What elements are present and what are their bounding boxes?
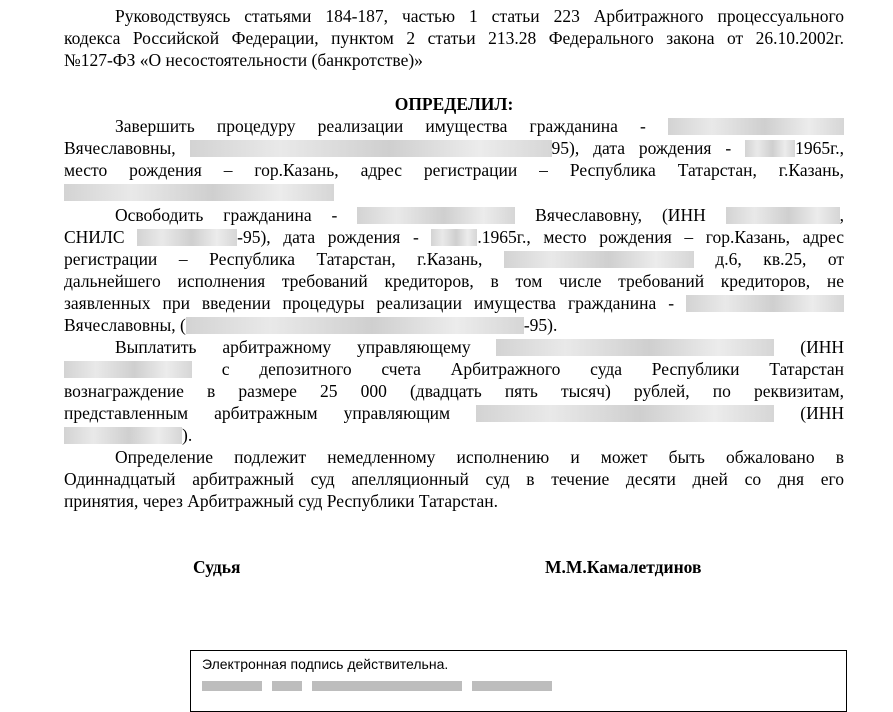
redacted-name bbox=[686, 295, 844, 312]
redacted-inn bbox=[726, 207, 840, 224]
redacted-name bbox=[357, 207, 515, 224]
p2-line-6: Вячеславовны, ( -95). bbox=[64, 315, 558, 335]
redacted-date bbox=[431, 229, 477, 246]
esign-details-cutoff bbox=[202, 678, 622, 692]
p1-line-4 bbox=[64, 181, 844, 203]
redacted-snils bbox=[137, 229, 237, 246]
esign-valid-text: Электронная подпись действительна. bbox=[202, 656, 449, 672]
cut-off-text-line bbox=[64, 0, 484, 4]
redacted-inn bbox=[64, 361, 192, 378]
p4-line-3: принятия, через Арбитражный суд Республики Татарстан. bbox=[64, 491, 498, 511]
electronic-signature-box bbox=[190, 650, 847, 712]
p2-line-2: СНИЛС -95), дата рождения - .1965г., место рождения – гор.Казань, адрес bbox=[64, 227, 845, 247]
p2-line-4: дальнейшего исполнения требований кредиторов, в том числе требований кредиторов, не bbox=[64, 271, 844, 291]
redacted-address bbox=[64, 184, 334, 201]
intro-line-3: №127-ФЗ «О несостоятельности (банкротстве)» bbox=[64, 50, 423, 70]
redacted-manager-name bbox=[496, 339, 774, 356]
p4-line-2: Одиннадцатый арбитражный суд апелляционный суд в течение десяти дней со дня его bbox=[64, 469, 844, 489]
p2-line-3: регистрации – Республика Татарстан, г.Казань, д.6, кв.25, от bbox=[64, 249, 845, 269]
redacted-id bbox=[190, 140, 552, 157]
p2-line-1: Освободить гражданина - Вячеславовну, (ИНН , bbox=[115, 205, 845, 225]
p3-line-3: вознаграждение в размере 25 000 (двадцать пять тысяч) рублей, по реквизитам, bbox=[64, 381, 844, 401]
p1-line-2: Вячеславовны, 95), дата рождения - 1965г., bbox=[64, 138, 845, 158]
redacted-id bbox=[186, 317, 524, 334]
judge-name: М.М.Камалетдинов bbox=[545, 557, 702, 577]
p4-line-1: Определение подлежит немедленному исполнению и может быть обжаловано в bbox=[115, 447, 844, 467]
intro-line-1: Руководствуясь статьями 184-187, частью 1 статьи 223 Арбитражного процессуального bbox=[115, 6, 844, 26]
p2-line-5: заявленных при введении процедуры реализации имущества гражданина - bbox=[64, 292, 844, 314]
redacted-inn bbox=[64, 427, 182, 444]
p3-line-2: с депозитного счета Арбитражного суда Республики Татарстан bbox=[64, 358, 844, 380]
p1-line-3: место рождения – гор.Казань, адрес регистрации – Республика Татарстан, г.Казань, bbox=[64, 160, 844, 180]
judge-label: Судья bbox=[193, 557, 241, 577]
redacted-date bbox=[745, 140, 795, 157]
p3-line-4: представленным арбитражным управляющим (ИНН bbox=[64, 403, 844, 423]
p3-line-1: Выплатить арбитражному управляющему (ИНН bbox=[115, 337, 844, 357]
redacted-name bbox=[668, 118, 844, 135]
p1-line-1: Завершить процедуру реализации имущества гражданина - bbox=[115, 115, 844, 137]
redacted-manager-name bbox=[476, 405, 774, 422]
ruling-heading: ОПРЕДЕЛИЛ: bbox=[394, 94, 514, 114]
redacted-street bbox=[504, 251, 694, 268]
intro-line-2: кодекса Российской Федерации, пунктом 2 статьи 213.28 Федерального закона от 26.10.2002г. bbox=[64, 28, 844, 48]
p3-line-5: ). bbox=[64, 424, 844, 446]
